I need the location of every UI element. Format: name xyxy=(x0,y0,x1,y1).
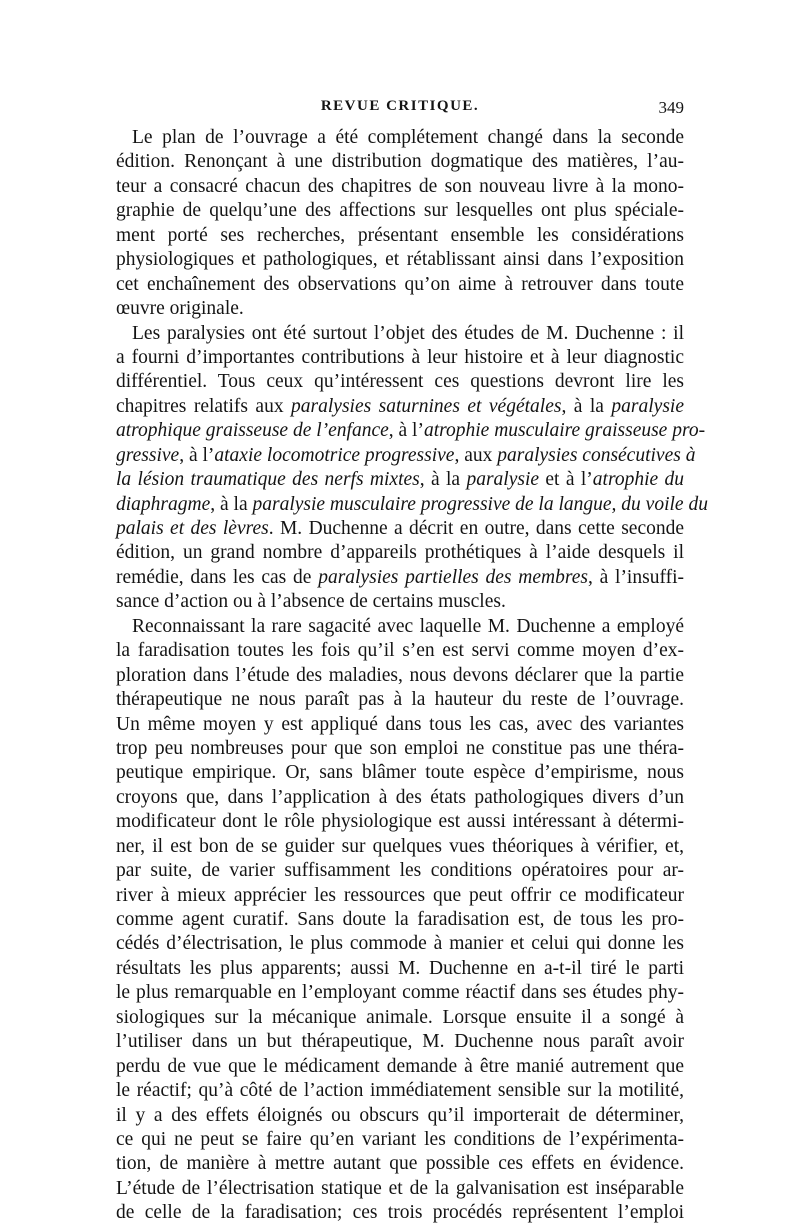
text-run: Reconnaissant la rare sagacité avec laquelle M. Duchenne a employé xyxy=(132,615,684,637)
text-line xyxy=(116,859,684,883)
text-run: œuvre originale. xyxy=(116,298,244,320)
text-run: ment porté ses recherches, présentant ensemble les considérations xyxy=(116,224,684,246)
text-line xyxy=(116,981,684,1005)
text-run: graphie de quelqu’une des affections sur lesquelles ont plus spéciale- xyxy=(116,200,684,222)
text-run: édition. Renonçant à une distribution dogmatique des matières, l’au- xyxy=(116,151,684,173)
text-run: comme agent curatif. Sans doute la faradisation est, de tous les pro- xyxy=(116,909,684,930)
italic-text: paralysie xyxy=(611,395,684,417)
text-run: résultats les plus apparents; aussi M. Duchenne en a-t-il tiré le parti xyxy=(116,957,684,979)
text-line xyxy=(116,1055,684,1079)
text-run: physiologiques et pathologiques, et rétablissant ainsi dans l’exposition xyxy=(116,249,684,271)
text-line xyxy=(116,1104,684,1128)
text-run: perdu de vue que le médicament demande à être manié autrement que xyxy=(116,1055,684,1077)
running-title: REVUE CRITIQUE. xyxy=(320,98,480,114)
text-run: l’utiliser dans un but thérapeutique, M. Duchenne nous paraît avoir xyxy=(116,1031,684,1053)
text-line xyxy=(116,395,684,419)
italic-text: paralysies saturnines et végétales xyxy=(291,395,562,417)
text-run: le réactif; qu’à côté de l’action immédiatement sensible sur la motilité, xyxy=(116,1080,684,1102)
italic-text: paralysie xyxy=(466,469,540,491)
italic-text: atrophie du xyxy=(592,469,685,491)
text-run: Les paralysies ont été surtout l’objet des études de M. Duchenne : il xyxy=(132,322,684,344)
text-line xyxy=(116,419,706,443)
italic-text: atrophique graisseuse de l’enfance xyxy=(116,420,389,442)
text-line xyxy=(116,957,684,981)
text-line xyxy=(116,517,684,541)
text-line xyxy=(116,737,684,761)
text-line xyxy=(116,444,696,468)
text-line xyxy=(116,199,684,223)
text-run: ce qui ne peut se faire qu’en variant les conditions de l’expérimenta- xyxy=(116,1128,684,1150)
text-line xyxy=(116,884,684,908)
text-line xyxy=(116,493,708,517)
text-run: il y a des effets éloignés ou obscurs qu’il importerait de déterminer, xyxy=(116,1104,684,1126)
text-line xyxy=(116,370,684,394)
text-run: différentiel. Tous ceux qu’intéressent ces questions devront lire les xyxy=(116,371,684,393)
italic-text: diaphragme xyxy=(116,493,211,515)
text-run: tion, de manière à mettre autant que possible ces effets en évidence. xyxy=(116,1153,684,1175)
text-line xyxy=(116,835,684,859)
text-line xyxy=(116,541,684,565)
text-run: édition, un grand nombre d’appareils prothétiques à l’aide desquels il xyxy=(116,542,684,564)
text-line xyxy=(116,175,684,199)
text-run: thérapeutique ne nous paraît pas à la hauteur du reste de l’ouvrage. xyxy=(116,689,684,711)
text-run: modificateur dont le rôle physiologique est aussi intéressant à détermi- xyxy=(116,811,684,833)
text-run: sance d’action ou à l’absence de certains muscles. xyxy=(116,591,506,613)
italic-text: palais et des lèvres xyxy=(116,518,269,539)
text-run: remédie, dans les cas de xyxy=(116,566,319,588)
text-line xyxy=(116,932,684,956)
text-line xyxy=(116,322,684,346)
italic-text: paralysies consécutives à xyxy=(497,444,696,466)
italic-text: la lésion traumatique des nerfs mixtes xyxy=(116,469,420,491)
text-line xyxy=(116,273,684,297)
text-line xyxy=(116,908,684,932)
text-line xyxy=(116,224,684,248)
text-run: la faradisation toutes les fois qu’il s’en est servi comme moyen d’ex- xyxy=(116,640,684,662)
text-run: Un même moyen y est appliqué dans tous les cas, avec des variantes xyxy=(116,713,684,735)
text-run: , aux xyxy=(454,444,498,466)
text-run: croyons que, dans l’application à des états pathologiques divers d’un xyxy=(116,786,684,808)
italic-text: gressive xyxy=(116,444,180,466)
text-run: , à la xyxy=(419,469,467,491)
text-run: chapitres relatifs aux xyxy=(116,395,292,417)
text-line xyxy=(116,150,684,174)
text-line xyxy=(116,1079,684,1103)
text-line xyxy=(116,126,684,150)
text-line xyxy=(116,468,684,492)
text-run: river à mieux apprécier les ressources que peut offrir ce modificateur xyxy=(116,884,684,906)
text-run: L’étude de l’électrisation statique et de la galvanisation est inséparable xyxy=(116,1177,684,1199)
text-line xyxy=(116,1201,684,1225)
text-line xyxy=(116,664,684,688)
text-line xyxy=(116,1006,684,1030)
text-run: Le plan de l’ouvrage a été complétement changé dans la seconde xyxy=(132,127,684,148)
text-line xyxy=(116,1152,684,1176)
text-run: , à l’ xyxy=(388,420,424,442)
text-run: trop peu nombreuses pour que son emploi ne constitue pas une théra- xyxy=(116,737,684,759)
text-line xyxy=(116,713,684,737)
italic-text: ataxie locomotrice progressive xyxy=(214,444,455,466)
text-line xyxy=(116,786,684,810)
text-run: siologiques sur la mécanique animale. Lorsque ensuite il a songé à xyxy=(116,1006,684,1028)
page-number: 349 xyxy=(658,98,684,117)
text-run: teur a consacré chacun des chapitres de son nouveau livre à la mono- xyxy=(116,175,684,197)
text-line xyxy=(116,1177,684,1201)
text-line xyxy=(116,590,684,614)
text-line xyxy=(116,297,684,321)
text-run: , à l’insuffi- xyxy=(587,566,684,588)
text-run: ploration dans l’étude des maladies, nous devons déclarer que la partie xyxy=(116,664,684,686)
italic-text: paralysies partielles des membres xyxy=(318,566,588,588)
running-head xyxy=(116,98,684,122)
body-text xyxy=(116,126,708,1224)
text-run: , à l’ xyxy=(179,444,215,466)
text-line xyxy=(116,688,684,712)
text-run: , à la xyxy=(561,395,612,417)
text-line xyxy=(116,615,684,639)
text-run: . M. Duchenne a décrit en outre, dans cette seconde xyxy=(268,518,685,539)
text-line xyxy=(116,761,684,785)
text-run: et à l’ xyxy=(539,469,593,491)
text-run: , à la xyxy=(210,493,253,515)
text-run: a fourni d’importantes contributions à leur histoire et à leur diagnostic xyxy=(116,346,684,368)
text-run: par suite, de varier suffisamment les conditions opératoires pour ar- xyxy=(116,860,684,882)
text-line xyxy=(116,639,684,663)
italic-text: atrophie musculaire graisseuse pro- xyxy=(423,420,706,442)
text-run: peutique empirique. Or, sans blâmer toute espèce d’empirisme, nous xyxy=(116,762,684,784)
text-line xyxy=(116,1030,684,1054)
italic-text: paralysie musculaire progressive de la langue, du voile du xyxy=(252,493,708,515)
text-line xyxy=(116,566,684,590)
text-line xyxy=(116,346,684,370)
text-line xyxy=(116,810,684,834)
text-run: cet enchaînement des observations qu’on aime à retrouver dans toute xyxy=(116,273,684,295)
text-line xyxy=(116,1128,684,1152)
text-run: ner, il est bon de se guider sur quelques vues théoriques à vérifier, et, xyxy=(116,835,684,857)
text-run: de celle de la faradisation; ces trois procédés représentent l’emploi xyxy=(116,1202,684,1224)
text-run: le plus remarquable en l’employant comme réactif dans ses études phy- xyxy=(116,982,684,1004)
text-line xyxy=(116,248,684,272)
text-run: cédés d’électrisation, le plus commode à manier et celui qui donne les xyxy=(116,933,684,955)
